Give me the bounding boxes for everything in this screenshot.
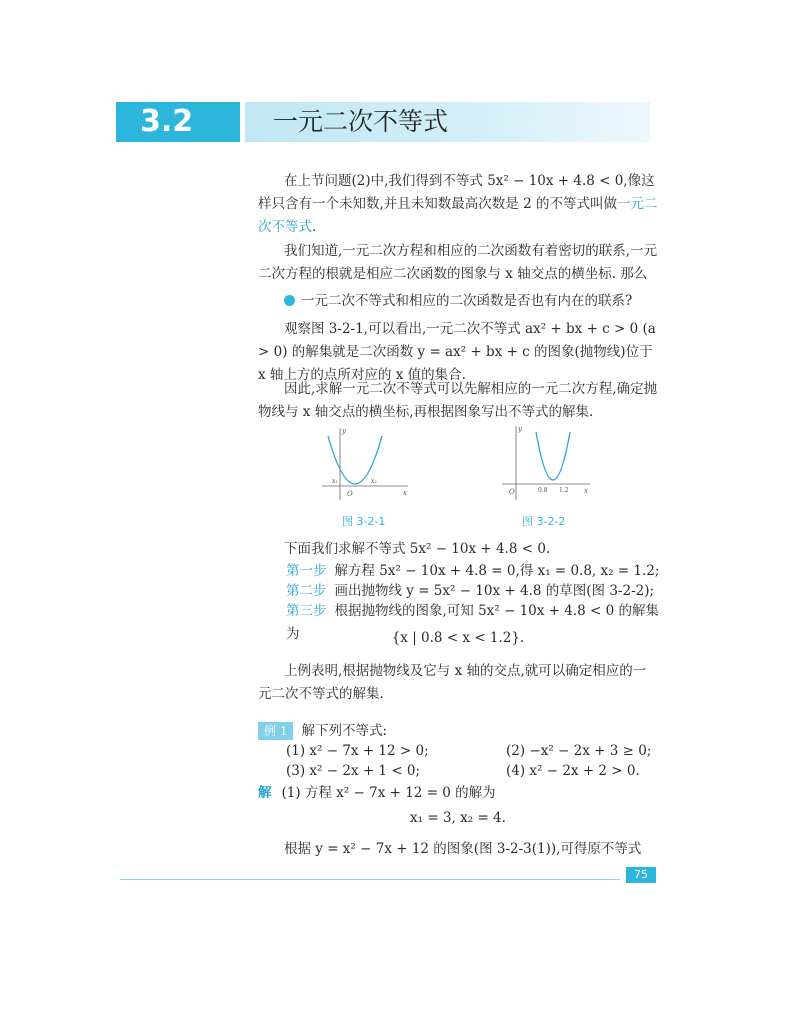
solution-line-1: [258, 782, 658, 805]
observe-paragraph-1: 观察图 3-2-1,可以看出,一元二次不等式 ax² + bx + c > 0 (a > 0) 的解集就是二次函数 y = ax² + bx + c 的图象(抛物线)位于 x 轴上方的点所对应的 x 值的集合.: [258, 321, 656, 383]
y-axis-label: y: [518, 425, 522, 433]
solution-roots: x₁ = 3, x₂ = 4.: [410, 810, 506, 826]
observe-paragraph-2: 因此,求解一元二次不等式可以先解相应的一元二次方程,确定抛物线与 x 轴交点的横坐标,再根据图象写出不等式的解集.: [258, 381, 658, 420]
solution-tag: 解: [258, 785, 272, 801]
guiding-question: [284, 290, 664, 313]
y-axis-label: y: [342, 427, 346, 435]
solution-text-1: (1) 方程 x² − 7x + 12 = 0 的解为: [281, 785, 496, 801]
figure-1-caption: 图 3-2-1: [342, 515, 386, 528]
step-1-label: 第一步: [286, 563, 327, 579]
step-2-text: 画出抛物线 y = 5x² − 10x + 4.8 的草图(图 3-2-2);: [334, 583, 655, 599]
bullet-dot-icon: [284, 295, 295, 306]
intro-end: .: [312, 219, 317, 235]
page-number: 75: [626, 867, 656, 883]
footer-rule: [120, 879, 620, 880]
key-term: 一元二次不等式: [258, 196, 658, 235]
intro-text: 在上节问题(2)中,我们得到不等式 5x² − 10x + 4.8 < 0,像这样只含有一个未知数,并且未知数最高次数是 2 的不等式叫做: [258, 173, 655, 212]
x-axis-label: x: [403, 489, 407, 497]
x-axis-label: x: [584, 487, 588, 495]
section-number: 3.2: [116, 102, 240, 142]
figure-3-2-2: [496, 420, 596, 505]
parabola-curve: [536, 432, 570, 480]
steps-intro: 下面我们求解不等式 5x² − 10x + 4.8 < 0.: [284, 541, 551, 557]
figure-2-caption: 图 3-2-2: [522, 515, 566, 528]
intro-paragraph-1: [258, 170, 658, 239]
root-1-label: 0.8: [538, 487, 548, 494]
step-2-label: 第二步: [286, 583, 327, 599]
step-3-text: 根据抛物线的图象,可知 5x² − 10x + 4.8 < 0 的解集为: [286, 603, 660, 642]
example-item-2: (2) −x² − 2x + 3 ≥ 0;: [506, 743, 652, 759]
step-3-label: 第三步: [286, 603, 327, 619]
example-item-4: (4) x² − 2x + 2 > 0.: [506, 763, 640, 779]
solution-set: {x | 0.8 < x < 1.2}.: [391, 630, 525, 646]
summary-paragraph: 上例表明,根据抛物线及它与 x 轴的交点,就可以确定相应的一元二次不等式的解集.: [258, 663, 647, 702]
origin-label: O: [509, 488, 515, 496]
section-title: 一元二次不等式: [245, 102, 650, 142]
example-prompt: 解下列不等式:: [301, 723, 388, 739]
example-item-3: (3) x² − 2x + 1 < 0;: [286, 763, 421, 779]
intro-paragraph-2: 我们知道,一元二次方程和相应的二次函数有着密切的联系,一元二次方程的根就是相应二次函数的图象与 x 轴交点的横坐标. 那么: [258, 243, 658, 282]
figure-3-2-1: [318, 422, 418, 507]
step-1-text: 解方程 5x² − 10x + 4.8 = 0,得 x₁ = 0.8, x₂ = 1.2;: [334, 563, 660, 579]
root-2-label: x₂: [371, 478, 377, 485]
solution-line-2: 根据 y = x² − 7x + 12 的图象(图 3-2-3(1)),可得原不等式: [284, 841, 642, 857]
root-1-label: x₁: [332, 478, 338, 485]
example-item-1: (1) x² − 7x + 12 > 0;: [286, 743, 429, 759]
question-text: 一元二次不等式和相应的二次函数是否也有内在的联系?: [301, 293, 633, 309]
origin-label: O: [347, 490, 353, 498]
root-2-label: 1.2: [559, 487, 569, 494]
example-tag: 例 1: [258, 722, 293, 740]
parabola-curve: [328, 436, 382, 484]
